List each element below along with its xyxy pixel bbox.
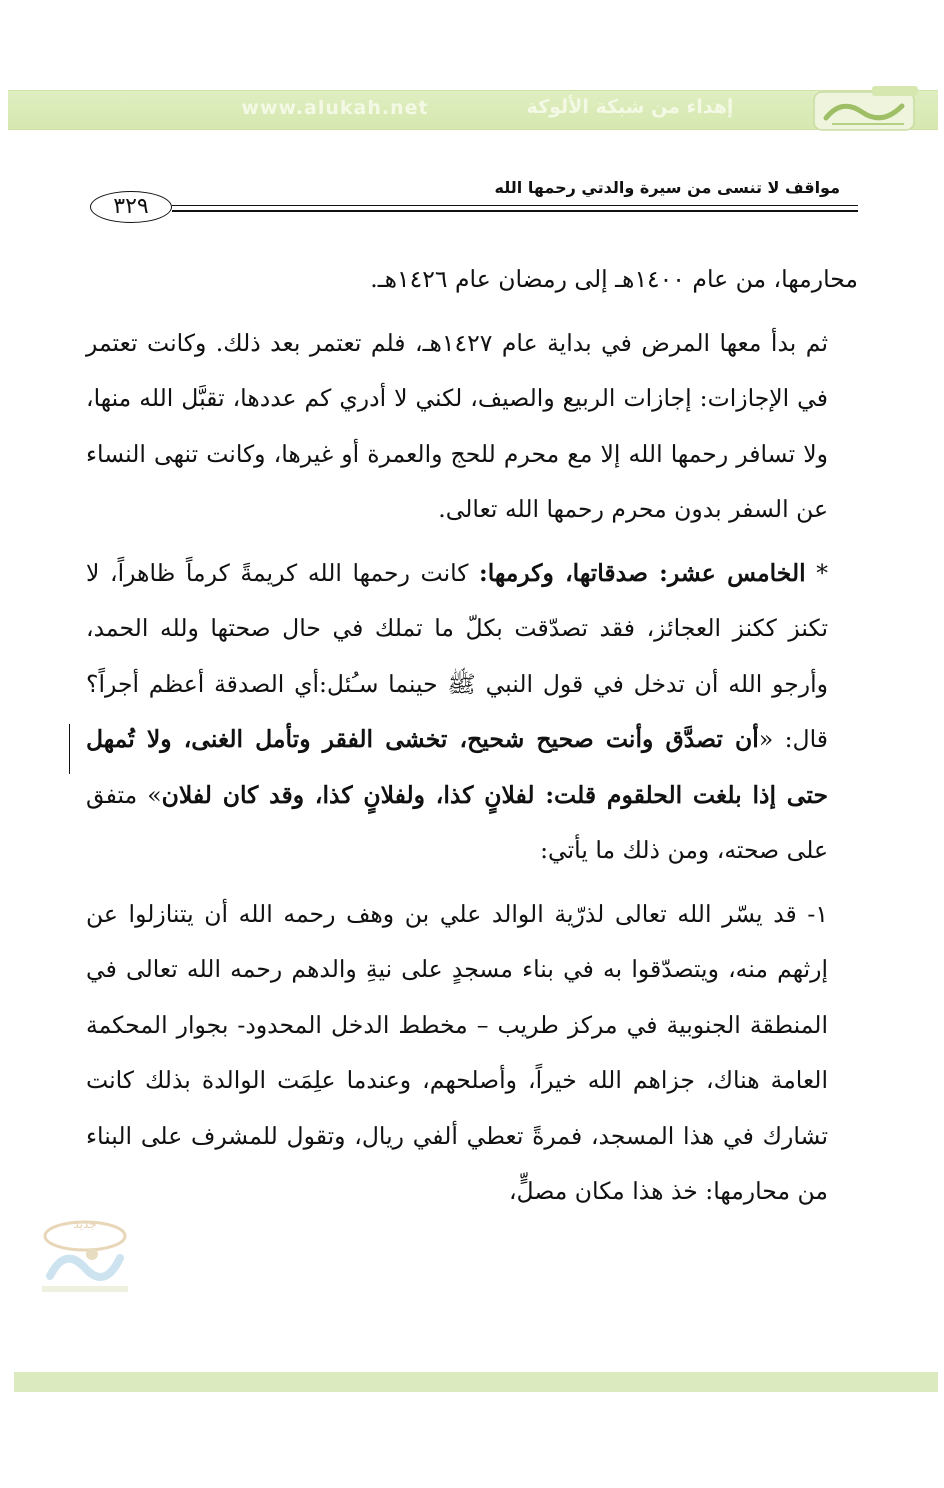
paragraph-2: ثم بدأ معها المرض في بداية عام ١٤٢٧هـ، فلم تعتمر بعد ذلك. وكانت تعتمر في الإجازات: إجازات الربيع والصيف، لكني لا أدري كم عددها، تقبَّل الله منها، ولا تسافر رحمها الله إلا مع محرم للحج والعمرة أو غيرها، وكانت تنهى النساء عن السفر بدون محرم رحمها الله تعالى. — [86, 328, 828, 523]
page-number: ٣٢٩ — [90, 191, 172, 223]
watermark-stamp — [30, 1206, 140, 1296]
paragraph-3-text-b: » متفق على صحته، ومن ذلك ما يأتي: — [86, 780, 828, 864]
margin-line — [69, 724, 70, 774]
svg-text:جديد: جديد — [73, 1217, 97, 1231]
top-banner — [8, 90, 938, 130]
paragraph-3 — [86, 546, 858, 879]
section-heading: الخامس عشر: صدقاتها، وكرمها: — [479, 558, 806, 587]
paragraph-4: ١- قد يسّر الله تعالى لذرّية الوالد علي بن وهف رحمه الله أن يتنازلوا عن إرثهم منه، ويتصدّقوا به في بناء مسجدٍ على نيةِ والدهم رحمه الله تعالى في المنطقة الجنوبية في مركز طريب – مخطط الدخل المحدود- بجوار المحكمة العامة هناك، جزاهم الله خيراً، وأصلحهم، وعندما علِمَت الوالدة بذلك كانت تشارك في هذا المسجد، فمرةً تعطي ألفي ريال، وتقول للمشرف على البناء من محارمها: خذ هذا مكان مصلٍّ، — [86, 899, 828, 1205]
paragraph-3-text-a: كانت رحمها الله كريمةً كرماً ظاهراً، لا تكنز ككنز العجائز، فقد تصدّقت بكلّ ما تملك في حال صحتها ولله الحمد، وأرجو الله أن تدخل في قول النبي ﷺ حينما سـُئل:أي الصدقة أعظم أجراً؟ قال: « — [86, 558, 829, 753]
header-rule — [172, 205, 858, 212]
banner-text: إهداء من شبكة الألوكة — [526, 96, 734, 118]
page-body — [86, 252, 858, 1380]
alukah-logo — [812, 84, 924, 134]
star-marker: * — [805, 558, 828, 587]
banner-url: www.alukah.net — [241, 97, 429, 119]
paragraph-1: محارمها، من عام ١٤٠٠هـ إلى رمضان عام ١٤٢٦هـ. — [370, 265, 858, 293]
running-title: مواقف لا تنسى من سيرة والدتي رحمها الله — [494, 178, 840, 197]
hadith-text: أن تصدَّق وأنت صحيح شحيح، تخشى الفقر وتأمل الغنى، ولا تُمهل حتى إذا بلغت الحلقوم قلت: لفلانٍ كذا، ولفلانٍ كذا، وقد كان لفلان — [86, 725, 828, 809]
footer-bar — [14, 1372, 938, 1392]
